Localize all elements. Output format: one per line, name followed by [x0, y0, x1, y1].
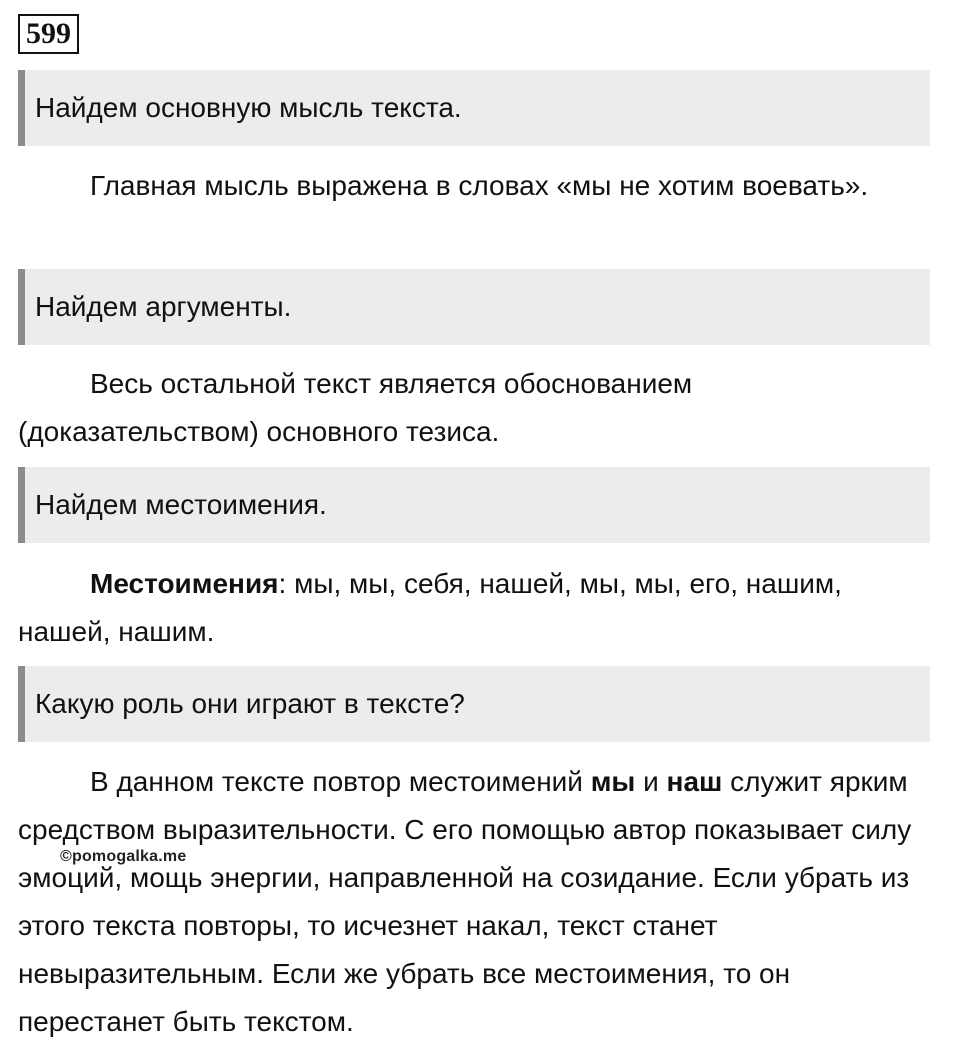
step-main-idea: Найдем основную мысль текста. — [18, 70, 930, 146]
task-number: 599 — [18, 14, 79, 54]
answer-pronouns — [18, 560, 938, 656]
watermark: ©pomogalka.me — [60, 848, 187, 865]
role-pronoun-nash: наш — [666, 766, 723, 797]
role-pronoun-my: мы — [590, 766, 636, 797]
role-text-part1: В данном тексте повтор местоимений — [90, 766, 591, 797]
main-idea-text: Главная мысль выражена в словах «мы не хотим воевать». — [90, 170, 869, 201]
answer-arguments — [18, 360, 938, 456]
pronouns-list: : мы, мы, себя, нашей, мы, мы, его, нашим, нашей, нашим. — [18, 568, 842, 647]
role-text-part2: и — [635, 766, 667, 797]
step-arguments: Найдем аргументы. — [18, 269, 930, 345]
arguments-text: Весь остальной текст является обоснованием (доказательством) основного тезиса. — [18, 368, 693, 447]
pronouns-label: Местоимения — [90, 568, 279, 599]
step-pronouns: Найдем местоимения. — [18, 467, 930, 543]
step-role: Какую роль они играют в тексте? — [18, 666, 930, 742]
answer-role — [18, 758, 938, 1046]
role-text-part3: служит ярким средством выразительности. С его помощью автор показывает силу эмоций, мощь энергии, направленной на созидание. Если убрать из этого текста повторы, то исчезнет накал, текст станет невыразительным. Если же убрать все местоимения, то он перестанет быть текстом. — [18, 766, 912, 1037]
answer-main-idea — [18, 162, 938, 210]
